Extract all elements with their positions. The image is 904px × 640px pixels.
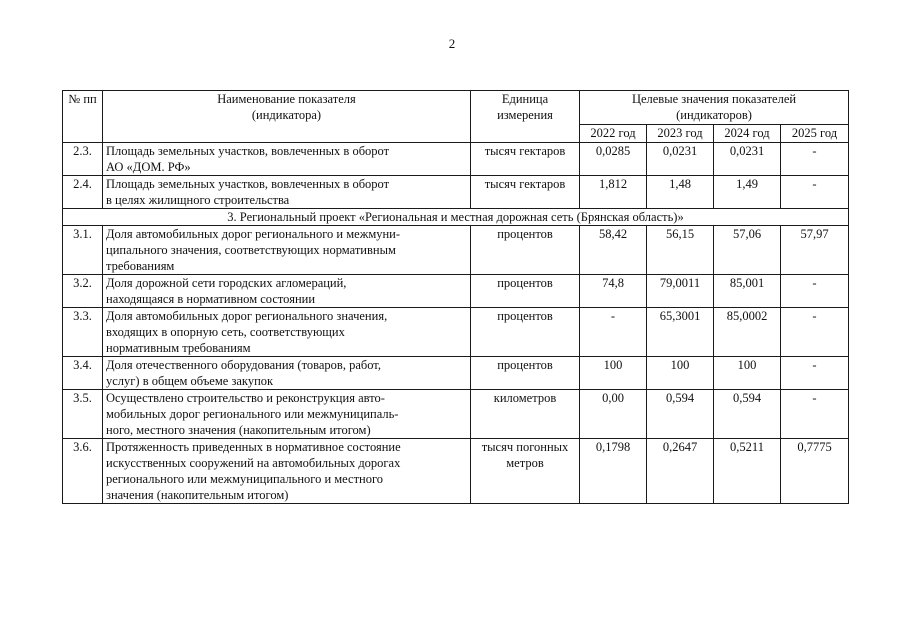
indicator-name-line: Площадь земельных участков, вовлеченных в оборот [106, 177, 390, 191]
value-2022: 100 [580, 357, 647, 390]
header-name-line1: Наименование показателя [217, 92, 356, 106]
value-2024: 85,001 [714, 275, 781, 308]
indicator-name [103, 275, 471, 308]
value-2022: 0,0285 [580, 143, 647, 176]
indicator-name-line: Доля отечественного оборудования (товаров, работ, [106, 358, 381, 372]
indicator-name-line: АО «ДОМ. РФ» [106, 160, 191, 174]
indicator-name-line: услуг) в общем объеме закупок [106, 374, 274, 388]
value-2023: 65,3001 [647, 308, 714, 357]
indicators-table [62, 90, 849, 504]
header-target-values [580, 91, 849, 125]
indicator-name-line: ципального значения, соответствующих нормативным [106, 243, 396, 257]
table-row [63, 226, 849, 275]
indicator-name [103, 143, 471, 176]
indicator-name-line: в целях жилищного строительства [106, 193, 290, 207]
value-2024: 57,06 [714, 226, 781, 275]
unit: километров [471, 390, 580, 439]
value-2025: - [781, 176, 849, 209]
unit-line: метров [506, 456, 544, 470]
header-targets-line2: (индикаторов) [676, 108, 752, 122]
indicator-name-line: Доля автомобильных дорог регионального значения, [106, 309, 388, 323]
value-2023: 100 [647, 357, 714, 390]
row-number: 3.2. [63, 275, 103, 308]
value-2024: 0,5211 [714, 439, 781, 504]
indicator-name-line: требованиям [106, 259, 175, 273]
unit [471, 439, 580, 504]
section-row [63, 209, 849, 226]
value-2022: 0,1798 [580, 439, 647, 504]
value-2022: 1,812 [580, 176, 647, 209]
table-row [63, 176, 849, 209]
indicator-name-line: Доля дорожной сети городских агломераций, [106, 276, 347, 290]
indicator-name-line: Доля автомобильных дорог регионального и межмуни- [106, 227, 401, 241]
header-number-label: № пп [68, 92, 97, 106]
indicator-name [103, 357, 471, 390]
header-unit [471, 91, 580, 143]
header-year-2023: 2023 год [647, 125, 714, 143]
value-2024: 0,594 [714, 390, 781, 439]
unit: процентов [471, 308, 580, 357]
row-number: 3.3. [63, 308, 103, 357]
table-row [63, 357, 849, 390]
indicator-name-line: входящих в опорную сеть, соответствующих [106, 325, 345, 339]
indicator-name [103, 226, 471, 275]
table-row [63, 143, 849, 176]
row-number: 3.6. [63, 439, 103, 504]
value-2023: 56,15 [647, 226, 714, 275]
row-number: 3.1. [63, 226, 103, 275]
header-year-2022: 2022 год [580, 125, 647, 143]
value-2025: - [781, 275, 849, 308]
indicator-name-line: значения (накопительным итогом) [106, 488, 289, 502]
indicator-name-line: Протяженность приведенных в нормативное состояние [106, 440, 401, 454]
unit-line: тысяч погонных [481, 440, 569, 454]
header-name-line2: (индикатора) [251, 108, 322, 122]
indicator-name-line: регионального или межмуниципального и местного [106, 472, 384, 486]
value-2022: 74,8 [580, 275, 647, 308]
row-number: 3.4. [63, 357, 103, 390]
indicator-name-line: ного, местного значения (накопительным итогом) [106, 423, 371, 437]
unit: процентов [471, 226, 580, 275]
value-2024: 100 [714, 357, 781, 390]
indicator-name-line: нормативным требованиям [106, 341, 251, 355]
value-2025: - [781, 308, 849, 357]
value-2022: 0,00 [580, 390, 647, 439]
value-2025: - [781, 357, 849, 390]
indicator-name [103, 439, 471, 504]
value-2022: 58,42 [580, 226, 647, 275]
header-indicator-name [103, 91, 471, 143]
header-unit-line1: Единица [501, 92, 549, 106]
value-2023: 0,0231 [647, 143, 714, 176]
table-row [63, 275, 849, 308]
value-2023: 1,48 [647, 176, 714, 209]
indicator-name-line: Площадь земельных участков, вовлеченных в оборот [106, 144, 390, 158]
section-3-title: 3. Региональный проект «Региональная и местная дорожная сеть (Брянская область)» [63, 209, 849, 226]
table-row [63, 439, 849, 504]
indicator-name-line: мобильных дорог регионального или межмуниципаль- [106, 407, 399, 421]
unit: процентов [471, 357, 580, 390]
table-row [63, 390, 849, 439]
row-number: 2.3. [63, 143, 103, 176]
value-2023: 0,594 [647, 390, 714, 439]
indicator-name-line: Осуществлено строительство и реконструкция авто- [106, 391, 385, 405]
header-unit-line2: измерения [497, 108, 553, 122]
indicator-name-line: находящаяся в нормативном состоянии [106, 292, 316, 306]
value-2025: 0,7775 [781, 439, 849, 504]
unit: процентов [471, 275, 580, 308]
value-2023: 0,2647 [647, 439, 714, 504]
row-number: 3.5. [63, 390, 103, 439]
indicator-name-line: искусственных сооружений на автомобильных дорогах [106, 456, 401, 470]
unit: тысяч гектаров [471, 176, 580, 209]
value-2025: - [781, 390, 849, 439]
header-year-2024: 2024 год [714, 125, 781, 143]
indicator-name [103, 308, 471, 357]
unit: тысяч гектаров [471, 143, 580, 176]
value-2024: 0,0231 [714, 143, 781, 176]
indicator-name [103, 176, 471, 209]
value-2023: 79,0011 [647, 275, 714, 308]
indicator-name [103, 390, 471, 439]
table-row [63, 308, 849, 357]
value-2024: 85,0002 [714, 308, 781, 357]
header-number [63, 91, 103, 143]
row-number: 2.4. [63, 176, 103, 209]
value-2025: - [781, 143, 849, 176]
header-targets-line1: Целевые значения показателей [631, 92, 797, 106]
value-2025: 57,97 [781, 226, 849, 275]
value-2022: - [580, 308, 647, 357]
page-number: 2 [448, 36, 456, 51]
header-year-2025: 2025 год [781, 125, 849, 143]
value-2024: 1,49 [714, 176, 781, 209]
